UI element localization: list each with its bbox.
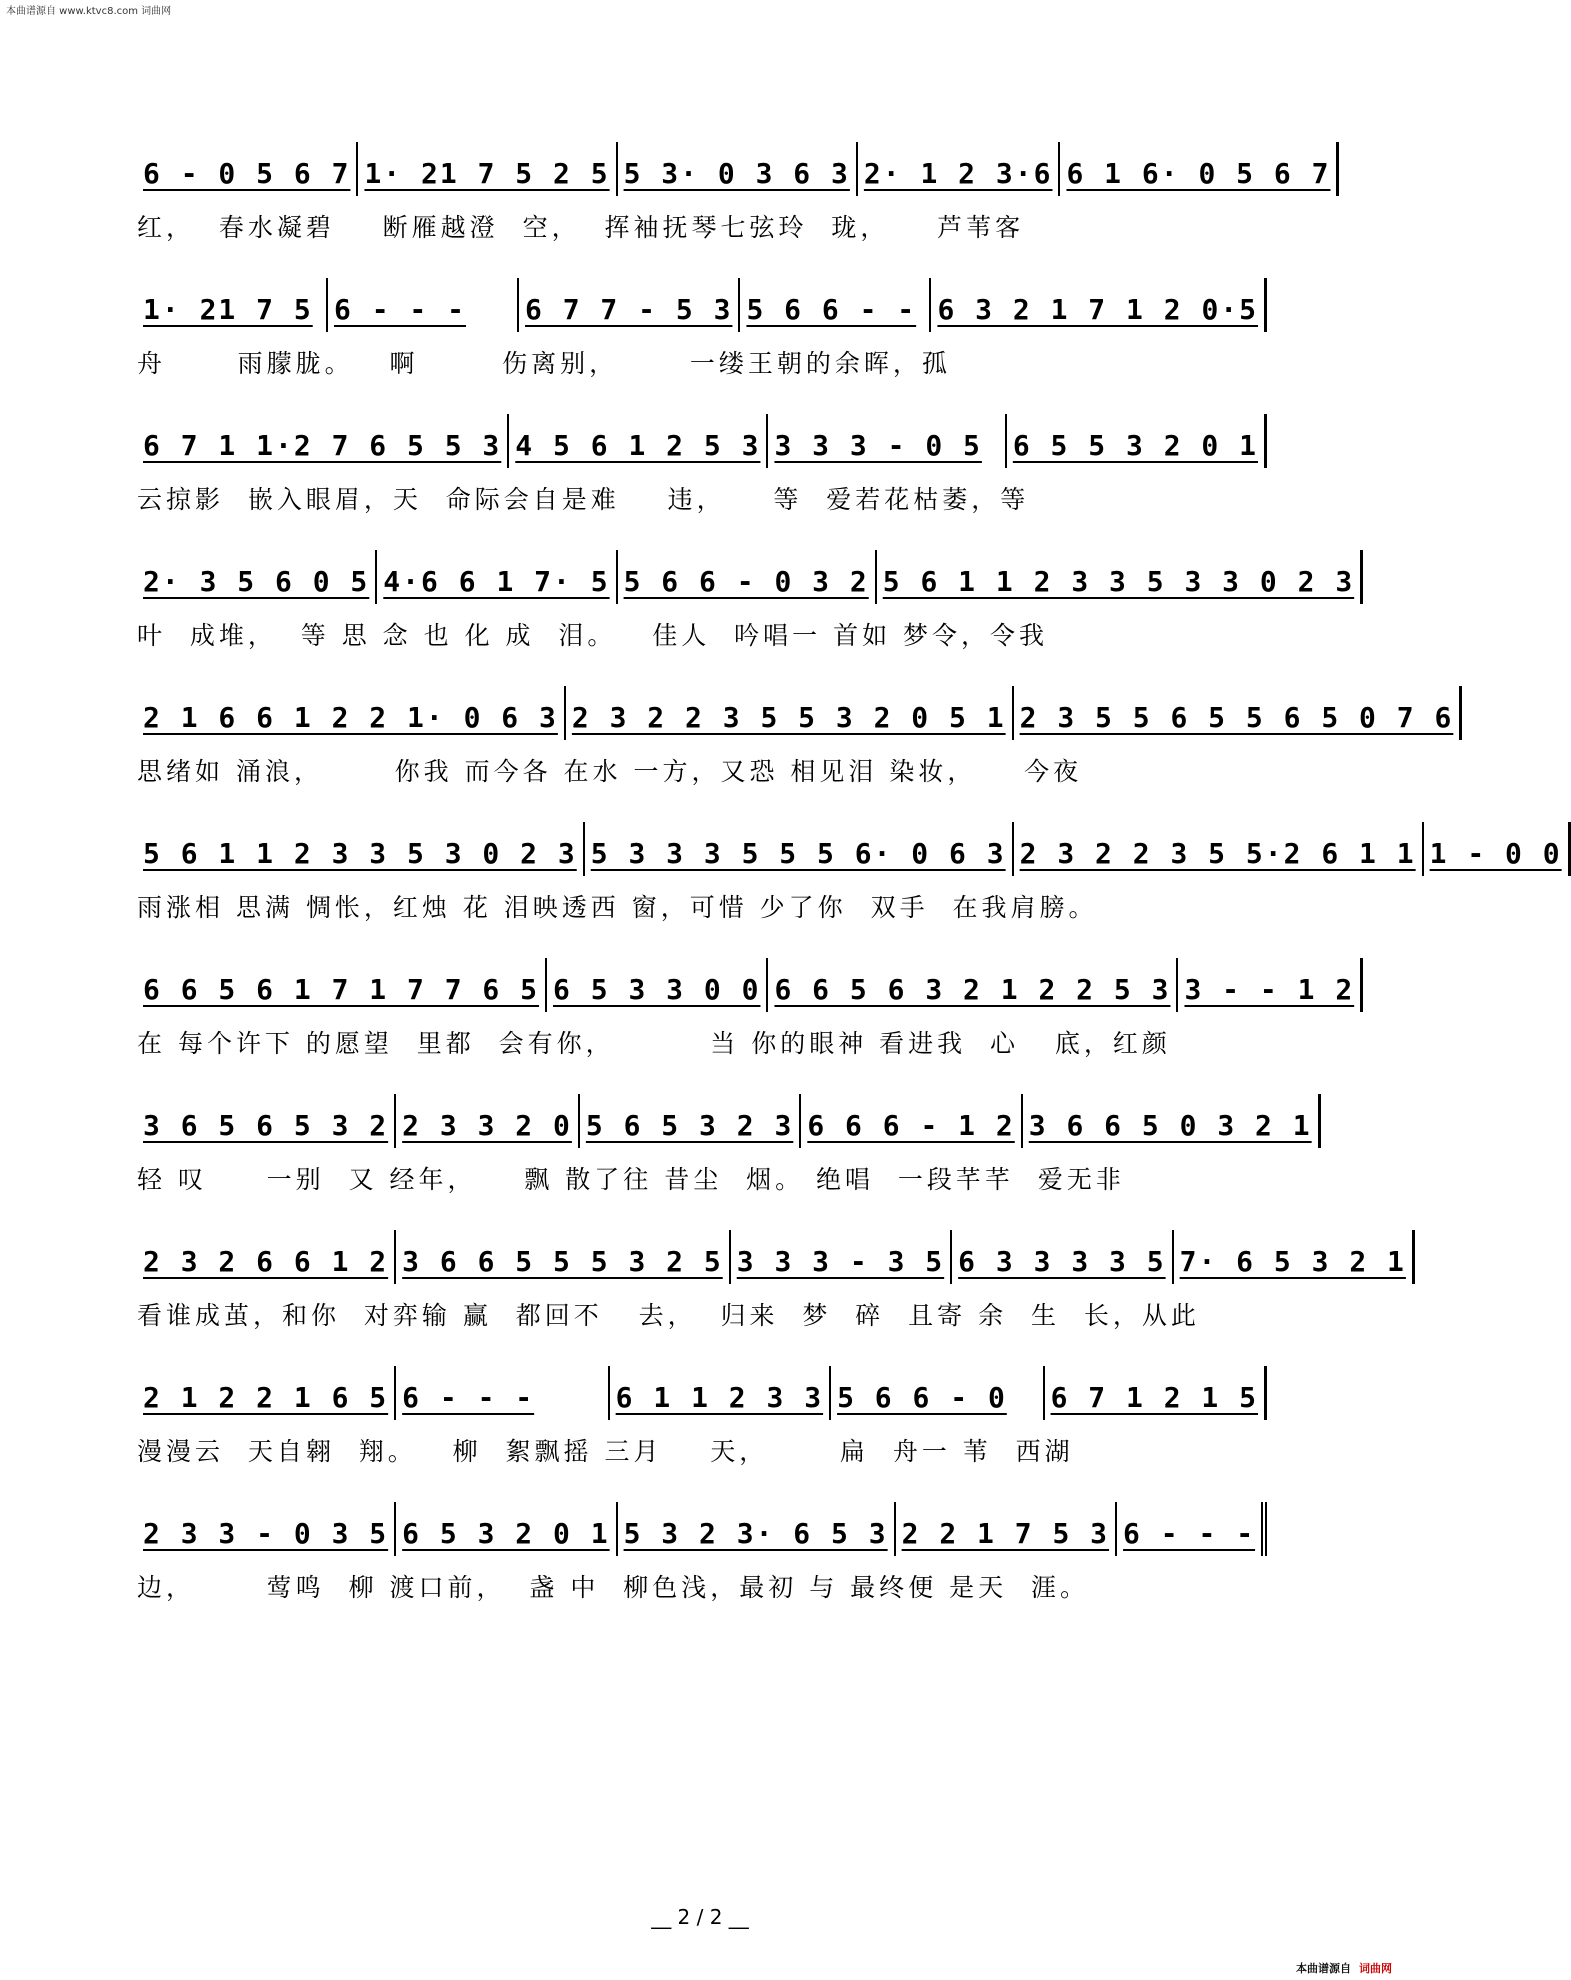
measure: 2 3 3 2 0 [396, 1094, 580, 1148]
measure: 6 5 3 3 0 0 [547, 958, 768, 1012]
measure: 2 3 5 5 6 5 5 6 5 0 7 6 [1014, 686, 1463, 740]
measure: 3 3 3 - 0 5 [768, 414, 1006, 468]
notation-line [137, 684, 1454, 740]
lyrics-line: 红， 春水凝碧 断雁越澄 空， 挥袖抚琴七弦玲 珑， 芦苇客 [137, 213, 1025, 242]
notation-line [137, 820, 1562, 876]
measure: 2 3 2 2 3 5 5·2 6 1 1 [1014, 822, 1424, 876]
measure: 6 - - - [328, 278, 519, 332]
measure: 5 6 6 - - [740, 278, 931, 332]
measure: 6 7 1 2 1 5 [1045, 1366, 1267, 1420]
measure: 3 6 6 5 0 3 2 1 [1023, 1094, 1321, 1148]
measure: 6 6 6 - 1 2 [801, 1094, 1022, 1148]
measure: 6 7 7 - 5 3 [519, 278, 740, 332]
score-system [137, 1500, 1267, 1636]
measure: 2 1 6 6 1 2 2 1· 0 6 3 [137, 686, 566, 740]
lyrics-line: 漫漫云 天自翱 翔。 柳 絮飘摇 三月 天， 扁 舟一 苇 西湖 [137, 1437, 1074, 1466]
source-watermark: 本曲谱源自 www.ktvc8.com 词曲网 [6, 6, 172, 17]
measure: 5 6 6 - 0 [831, 1366, 1044, 1420]
measure: 6 1 1 2 3 3 [610, 1366, 831, 1420]
measure: 6 6 5 6 3 2 1 2 2 5 3 [768, 958, 1178, 1012]
notation-line [137, 1500, 1267, 1556]
notation-line [137, 956, 1355, 1012]
measure: 3 - - 1 2 [1178, 958, 1363, 1012]
measure: 6 5 3 2 0 1 [396, 1502, 617, 1556]
measure: 2 1 2 2 1 6 5 [137, 1366, 396, 1420]
measure: 2 3 3 - 0 3 5 [137, 1502, 396, 1556]
measure: 2 2 1 7 5 3 [896, 1502, 1117, 1556]
notation-line [137, 1092, 1312, 1148]
score-system [137, 684, 1454, 820]
measure: 5 6 5 3 2 3 [580, 1094, 801, 1148]
measure: 6 6 5 6 1 7 1 7 7 6 5 [137, 958, 547, 1012]
page-number: __ 2 / 2 __ [651, 1905, 749, 1929]
measure: 5 3· 0 3 6 3 [618, 142, 858, 196]
score-system [137, 140, 1331, 276]
measure: 5 6 1 1 2 3 3 5 3 0 2 3 [137, 822, 585, 876]
measure: 5 3 2 3· 6 5 3 [618, 1502, 896, 1556]
score-system [137, 412, 1267, 548]
measure: 6 7 1 1·2 7 6 5 5 3 [137, 414, 509, 468]
footer-logos [1296, 1960, 1392, 1976]
score-system [137, 1364, 1267, 1500]
notation-line [137, 412, 1267, 468]
measure: 5 3 3 3 5 5 5 6· 0 6 3 [585, 822, 1014, 876]
measure: 3 3 3 - 3 5 [731, 1230, 952, 1284]
measure: 1 - 0 0 [1424, 822, 1571, 876]
measure: 6 3 2 1 7 1 2 0·5 [931, 278, 1267, 332]
lyrics-line: 舟 雨朦胧。 啊 伤离别， 一缕王朝的余晖，孤 [137, 349, 951, 378]
lyrics-line: 思绪如 涌浪， 你我 而今各 在水 一方，又恐 相见泪 染妆， 今夜 [137, 757, 1083, 786]
measure: 6 - 0 5 6 7 [137, 142, 358, 196]
notation-line [137, 140, 1331, 196]
score-system [137, 956, 1355, 1092]
footer-logo-source: 本曲谱源自 [1296, 1962, 1351, 1975]
measure: 6 - - - [1117, 1502, 1267, 1556]
measure: 5 6 1 1 2 3 3 5 3 3 0 2 3 [877, 550, 1363, 604]
lyrics-line: 雨涨相 思满 惆怅，红烛 花 泪映透西 窗，可惜 少了你 双手 在我肩膀。 [137, 893, 1098, 922]
measure: 7· 6 5 3 2 1 [1174, 1230, 1415, 1284]
measure: 6 - - - [396, 1366, 609, 1420]
measure: 2· 1 2 3·6 [858, 142, 1061, 196]
page-number-text: 2 / 2 [677, 1905, 723, 1929]
score-system [137, 820, 1562, 956]
score-system [137, 1092, 1312, 1228]
score-system [137, 548, 1355, 684]
measure: 4·6 6 1 7· 5 [377, 550, 617, 604]
jianpu-score [137, 140, 1562, 1636]
lyrics-line: 轻 叹 一别 又 经年， 飘 散了往 昔尘 烟。 绝唱 一段芊芊 爱无非 [137, 1165, 1125, 1194]
notation-line [137, 1364, 1267, 1420]
measure: 1· 21 7 5 2 5 [358, 142, 617, 196]
measure: 1· 21 7 5 [137, 278, 328, 332]
measure: 3 6 6 5 5 5 3 2 5 [396, 1230, 731, 1284]
notation-line [137, 548, 1355, 604]
measure: 6 1 6· 0 5 6 7 [1060, 142, 1339, 196]
measure: 2 3 2 2 3 5 5 3 2 0 5 1 [566, 686, 1014, 740]
notation-line [137, 1228, 1406, 1284]
score-system [137, 1228, 1406, 1364]
measure: 5 6 6 - 0 3 2 [618, 550, 877, 604]
lyrics-line: 边， 莺鸣 柳 渡口前， 盏 中 柳色浅，最初 与 最终便 是天 涯。 [137, 1573, 1089, 1602]
measure: 2· 3 5 6 0 5 [137, 550, 377, 604]
measure: 3 6 5 6 5 3 2 [137, 1094, 396, 1148]
measure: 6 3 3 3 3 5 [952, 1230, 1173, 1284]
notation-line [137, 276, 1267, 332]
lyrics-line: 看谁成茧，和你 对弈输 赢 都回不 去， 归来 梦 碎 且寄 余 生 长，从此 [137, 1301, 1200, 1330]
footer-logo-site: 词曲网 [1359, 1962, 1392, 1975]
measure: 2 3 2 6 6 1 2 [137, 1230, 396, 1284]
lyrics-line: 叶 成堆， 等 思 念 也 化 成 泪。 佳人 吟唱一 首如 梦令，令我 [137, 621, 1049, 650]
measure: 6 5 5 3 2 0 1 [1007, 414, 1267, 468]
lyrics-line: 云掠影 嵌入眼眉，天 命际会自是难 违， 等 爱若花枯萎，等 [137, 485, 1030, 514]
measure: 4 5 6 1 2 5 3 [509, 414, 768, 468]
score-system [137, 276, 1267, 412]
lyrics-line: 在 每个许下 的愿望 里都 会有你， 当 你的眼神 看进我 心 底，红颜 [137, 1029, 1171, 1058]
